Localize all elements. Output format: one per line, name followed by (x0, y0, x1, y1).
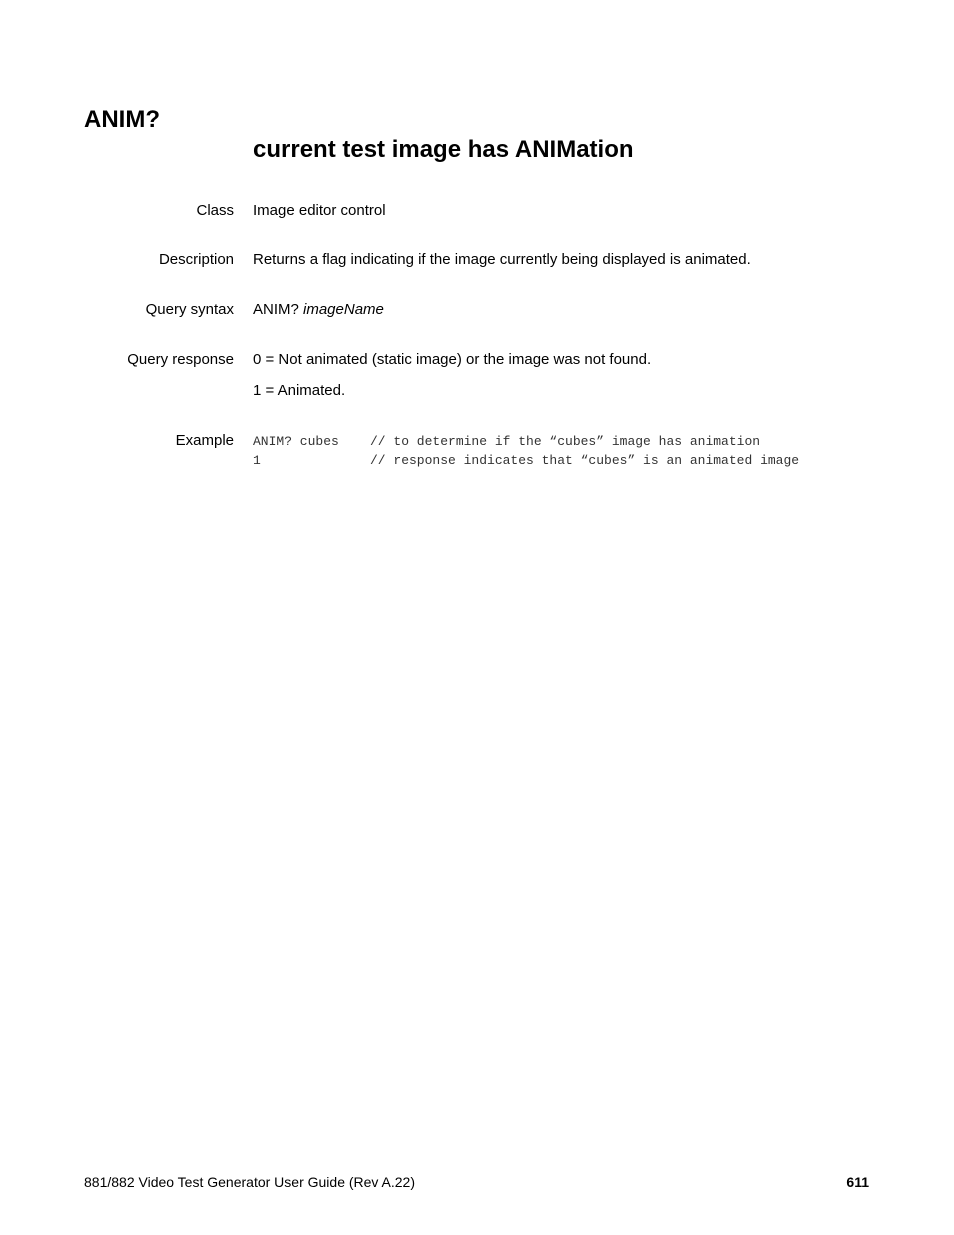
class-label: Class (196, 202, 234, 219)
footer-document-title: 881/882 Video Test Generator User Guide (Rev A.22) (84, 1174, 416, 1190)
example-code: 1 (253, 453, 261, 468)
query-response-line: 1 = Animated. (253, 382, 346, 399)
query-syntax-command: ANIM? (253, 301, 299, 318)
description-label: Description (158, 251, 234, 268)
query-syntax-label: Query syntax (145, 301, 234, 318)
query-syntax-value (253, 300, 384, 320)
query-response-label: Query response (127, 351, 234, 368)
example-code: ANIM? cubes (253, 434, 339, 449)
command-name: ANIM? (84, 106, 160, 133)
example-label: Example (175, 432, 234, 449)
footer-page-number: 611 (846, 1174, 869, 1190)
example-comment: // to determine if the “cubes” image has animation (370, 434, 761, 449)
query-syntax-parameter: imageName (303, 301, 384, 318)
query-response-line: 0 = Not animated (static image) or the image was not found. (253, 351, 652, 368)
command-subtitle: current test image has ANIMation (253, 136, 634, 163)
class-value: Image editor control (253, 202, 386, 219)
example-comment: // response indicates that “cubes” is an animated image (370, 453, 800, 468)
description-value: Returns a flag indicating if the image currently being displayed is animated. (253, 251, 751, 268)
